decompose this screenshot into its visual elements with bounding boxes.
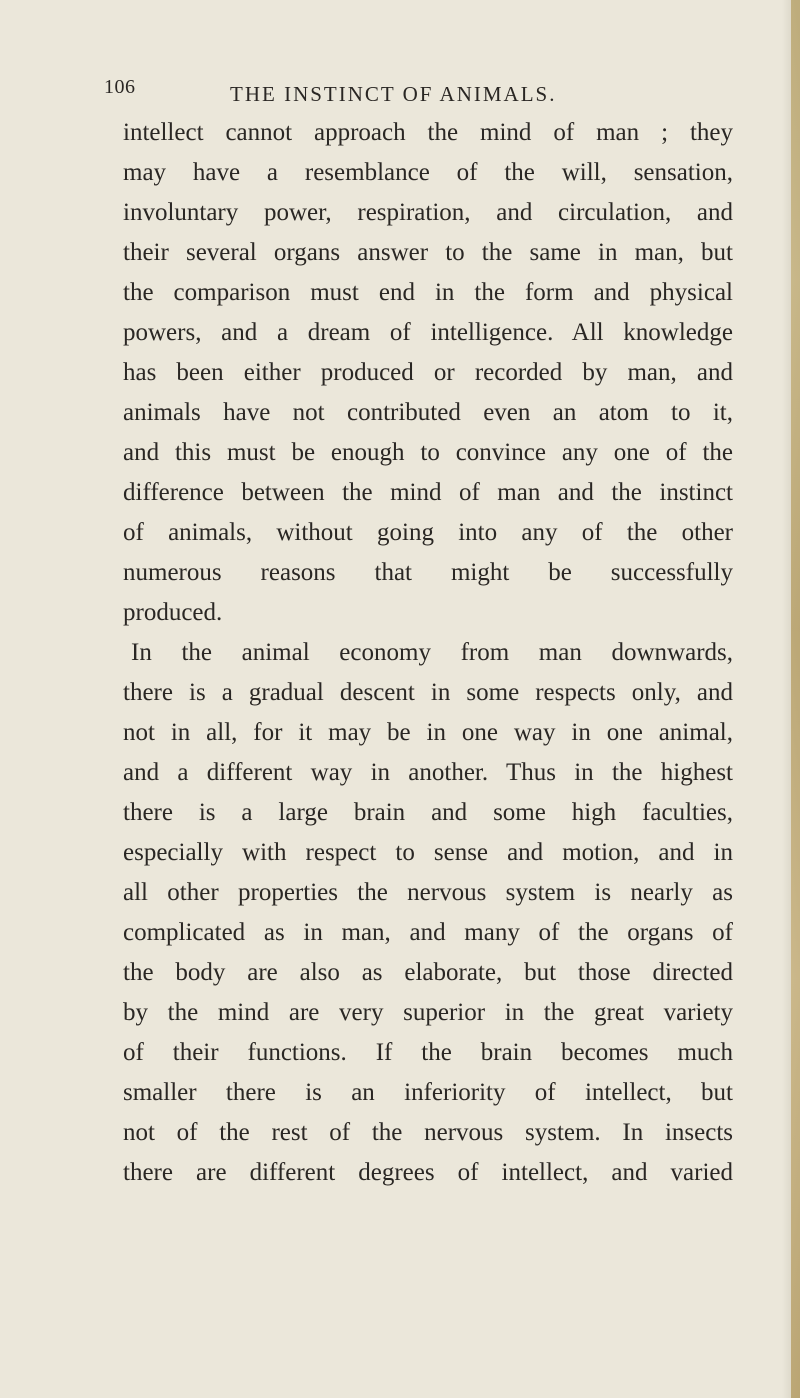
text-line: by the mind are very superior in the great variety: [123, 999, 733, 1026]
text-line: difference between the mind of man and the instinct: [123, 479, 733, 506]
text-line: smaller there is an inferiority of intellect, but: [123, 1079, 733, 1106]
text-line: their several organs answer to the same in man, but: [123, 239, 733, 266]
paragraph-start-line: In the animal economy from man downwards,: [131, 639, 733, 666]
text-line: especially with respect to sense and motion, and in: [123, 839, 733, 866]
text-line: and a different way in another. Thus in the highest: [123, 759, 733, 786]
text-line: complicated as in man, and many of the organs of: [123, 919, 733, 946]
text-line: not in all, for it may be in one way in one animal,: [123, 719, 733, 746]
text-line: of animals, without going into any of the other: [123, 519, 733, 546]
page-number: 106: [104, 76, 136, 98]
text-line: involuntary power, respiration, and circulation, and: [123, 199, 733, 226]
text-line: has been either produced or recorded by man, and: [123, 359, 733, 386]
text-line: the comparison must end in the form and physical: [123, 279, 733, 306]
running-head: THE INSTINCT OF ANIMALS.: [230, 82, 557, 106]
text-line: powers, and a dream of intelligence. All knowledge: [123, 319, 733, 346]
text-line: of their functions. If the brain becomes much: [123, 1039, 733, 1066]
text-line: intellect cannot approach the mind of man ; they: [123, 119, 733, 146]
text-line: there are different degrees of intellect, and varied: [123, 1159, 733, 1186]
text-line: there is a large brain and some high faculties,: [123, 799, 733, 826]
text-line: all other properties the nervous system is nearly as: [123, 879, 733, 906]
page-edge: [791, 0, 800, 1398]
body-text: [123, 113, 733, 1193]
text-line: not of the rest of the nervous system. In insects: [123, 1119, 733, 1146]
text-line: may have a resemblance of the will, sensation,: [123, 159, 733, 186]
text-line: the body are also as elaborate, but those directed: [123, 959, 733, 986]
page-header: [104, 76, 744, 116]
text-line: numerous reasons that might be successfully: [123, 559, 733, 586]
paragraph-end-line: produced.: [123, 599, 223, 626]
text-line: animals have not contributed even an atom to it,: [123, 399, 733, 426]
text-line: there is a gradual descent in some respects only, and: [123, 679, 733, 706]
text-line: and this must be enough to convince any one of the: [123, 439, 733, 466]
